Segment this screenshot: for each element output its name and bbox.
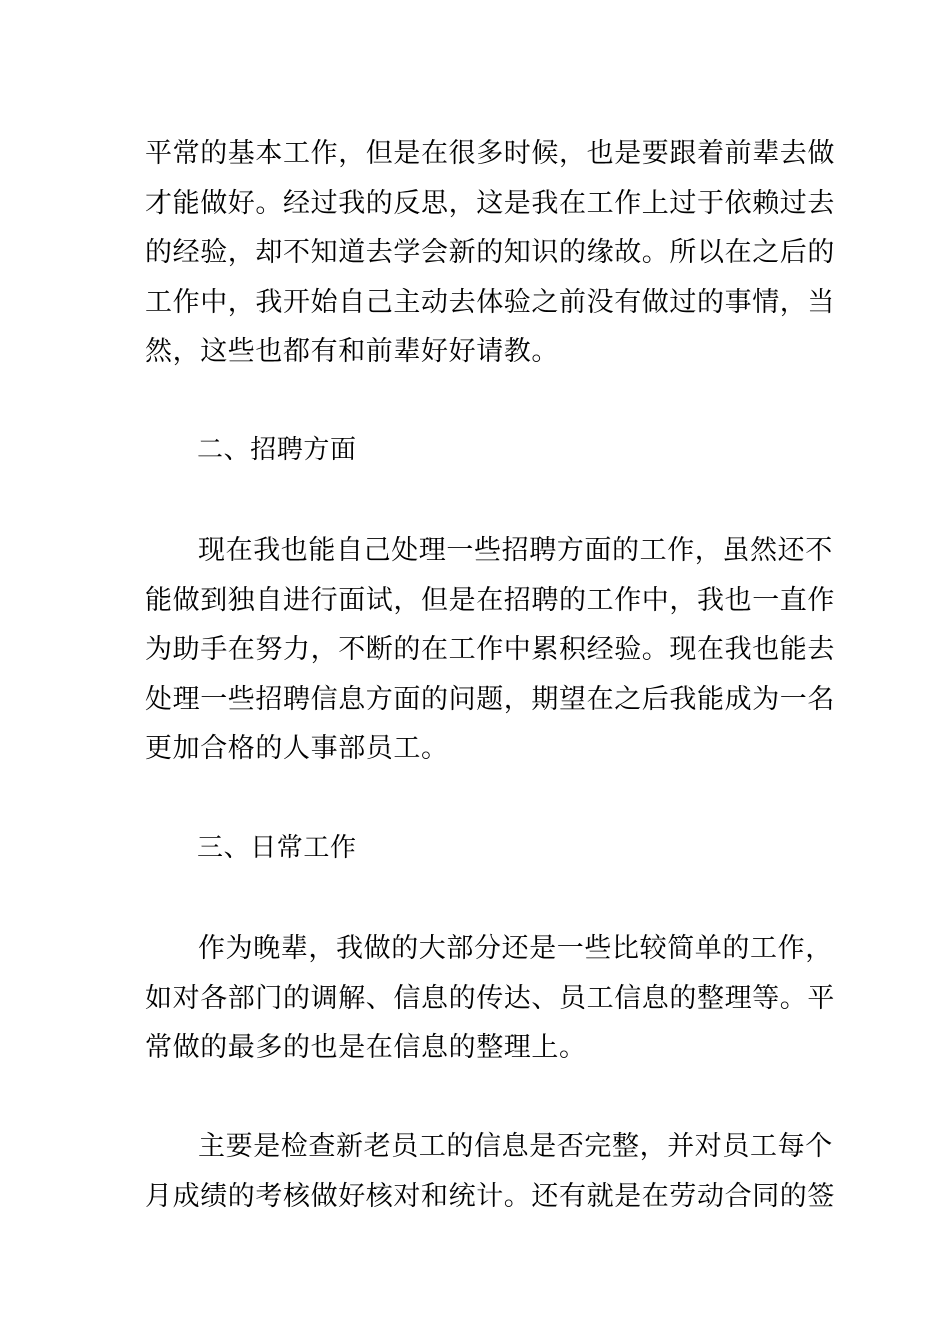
- paragraph-line: 如对各部门的调解、信息的传达、员工信息的整理等。平: [145, 982, 835, 1014]
- paragraph-line: 工作中，我开始自己主动去体验之前没有做过的事情，当: [145, 286, 835, 318]
- paragraph-1: [145, 129, 835, 377]
- paragraph-4: [145, 1122, 835, 1221]
- paragraph-line: 现在我也能自己处理一些招聘方面的工作，虽然还不: [198, 535, 833, 566]
- paragraph-line: 为助手在努力，不断的在工作中累积经验。现在我也能去: [145, 634, 835, 665]
- paragraph-2: [145, 526, 835, 774]
- paragraph-line: 月成绩的考核做好核对和统计。还有就是在劳动合同的签: [145, 1180, 835, 1212]
- paragraph-line: 的经验，却不知道去学会新的知识的缘故。所以在之后的: [145, 237, 835, 268]
- paragraph-line: 处理一些招聘信息方面的问题，期望在之后我能成为一名: [145, 683, 835, 715]
- paragraph-line: 作为晚辈，我做的大部分还是一些比较简单的工作，: [198, 933, 833, 964]
- paragraph-line: 然，这些也都有和前辈好好请教。: [145, 336, 559, 367]
- section-heading-recruitment: 二、招聘方面: [197, 435, 357, 465]
- paragraph-3: [145, 924, 835, 1073]
- paragraph-line: 能做到独自进行面试，但是在招聘的工作中，我也一直作: [145, 584, 835, 616]
- paragraph-line: 平常的基本工作，但是在很多时候，也是要跟着前辈去做: [145, 138, 835, 169]
- section-heading-daily-work: 三、日常工作: [197, 833, 357, 863]
- paragraph-line: 主要是检查新老员工的信息是否完整，并对员工每个: [198, 1131, 833, 1162]
- paragraph-line: 更加合格的人事部员工。: [145, 733, 449, 764]
- paragraph-line: 才能做好。经过我的反思，这是我在工作上过于依赖过去: [145, 187, 835, 219]
- paragraph-line: 常做的最多的也是在信息的整理上。: [145, 1032, 587, 1063]
